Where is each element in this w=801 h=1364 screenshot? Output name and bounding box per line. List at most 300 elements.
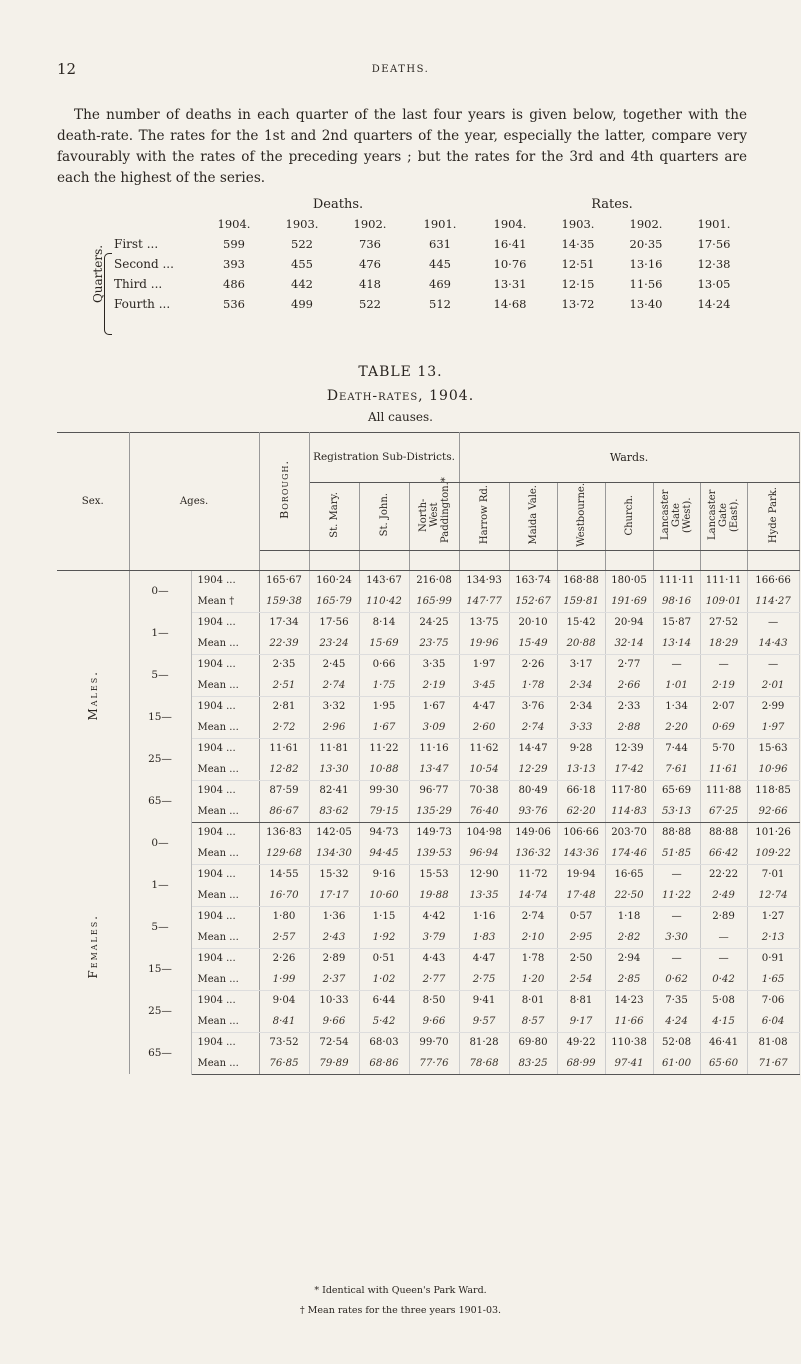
year-header: 1903. (561, 217, 595, 231)
quarters-brace (104, 253, 112, 335)
rate-cell: 3·32 (309, 696, 359, 717)
rate-cell: 82·41 (309, 780, 359, 801)
rate-cell: 2·82 (605, 927, 653, 948)
rate-cell: 2·57 (259, 927, 309, 948)
table-label: TABLE 13. (358, 364, 443, 380)
rate-cell: 94·73 (359, 822, 409, 843)
rate-cell: 2·89 (700, 906, 747, 927)
col-maida-vale: Maida Vale. (509, 483, 557, 551)
mean-label: Mean ... (191, 1011, 259, 1032)
quarter-rate-cell: 16·41 (493, 237, 527, 251)
rate-cell: 19·94 (557, 864, 605, 885)
rate-cell: — (700, 927, 747, 948)
quarter-rate-cell: 14·24 (697, 297, 731, 311)
rate-cell: 143·36 (557, 843, 605, 864)
col-westbourne: Westbourne. (557, 483, 605, 551)
quarter-rate-cell: 13·31 (493, 277, 527, 291)
table-row (57, 738, 799, 759)
rate-cell: 134·30 (309, 843, 359, 864)
rate-cell: 0·69 (700, 717, 747, 738)
sex-label: Females. (85, 914, 100, 980)
quarter-deaths-cell: 512 (429, 297, 451, 311)
rate-cell: — (747, 612, 799, 633)
running-title: DEATHS. (371, 64, 430, 75)
rate-cell: 7·35 (653, 990, 700, 1011)
rate-cell: 97·41 (605, 1053, 653, 1074)
ages-header: Ages. (129, 433, 259, 571)
quarter-row (88, 254, 748, 274)
year-header: 1901. (423, 217, 457, 231)
rate-cell: 2·96 (309, 717, 359, 738)
rate-cell: 15·63 (747, 738, 799, 759)
year-label: 1904 ... (191, 570, 259, 591)
rate-cell: 77·76 (409, 1053, 459, 1074)
rate-cell: 87·59 (259, 780, 309, 801)
quarters-table (88, 194, 748, 314)
rate-cell: 152·67 (509, 591, 557, 612)
rate-cell: 80·49 (509, 780, 557, 801)
rate-cell: 81·28 (459, 1032, 509, 1053)
rate-cell: 2·49 (700, 885, 747, 906)
rate-cell: 135·29 (409, 801, 459, 822)
rate-cell: 0·91 (747, 948, 799, 969)
rate-cell: 1·78 (509, 675, 557, 696)
rate-cell: 1·78 (509, 948, 557, 969)
rate-cell: 168·88 (557, 570, 605, 591)
quarter-rate-cell: 12·51 (561, 257, 595, 271)
rate-cell: 9·17 (557, 1011, 605, 1032)
rate-cell: 2·94 (605, 948, 653, 969)
rate-cell: 0·62 (653, 969, 700, 990)
rate-cell: 2·37 (309, 969, 359, 990)
rate-cell: 111·11 (700, 570, 747, 591)
rate-cell: 106·66 (557, 822, 605, 843)
age-band: 1— (129, 612, 191, 654)
rate-cell: 2·74 (309, 675, 359, 696)
rate-cell: 23·24 (309, 633, 359, 654)
rate-cell: 139·53 (409, 843, 459, 864)
rate-cell: 24·25 (409, 612, 459, 633)
rate-cell: 1·27 (747, 906, 799, 927)
year-label: 1904 ... (191, 612, 259, 633)
rate-cell: 159·38 (259, 591, 309, 612)
quarter-rate-cell: 13·40 (629, 297, 663, 311)
rate-cell: 49·22 (557, 1032, 605, 1053)
rate-cell: 1·65 (747, 969, 799, 990)
rate-cell: 2·81 (259, 696, 309, 717)
rate-cell: 117·80 (605, 780, 653, 801)
col-st-mary: St. Mary. (309, 483, 359, 551)
year-label: 1904 ... (191, 906, 259, 927)
col-harrow-rd: Harrow Rd. (459, 483, 509, 551)
rate-cell: 1·99 (259, 969, 309, 990)
rate-cell: 2·01 (747, 675, 799, 696)
quarter-deaths-cell: 445 (429, 257, 451, 271)
year-label: 1904 ... (191, 780, 259, 801)
mean-label: Mean ... (191, 759, 259, 780)
rate-cell: 10·54 (459, 759, 509, 780)
rate-cell: 86·67 (259, 801, 309, 822)
rate-cell: 2·33 (605, 696, 653, 717)
quarter-row (88, 294, 748, 314)
rate-cell: 73·52 (259, 1032, 309, 1053)
rate-cell: 10·60 (359, 885, 409, 906)
quarter-deaths-cell: 486 (223, 277, 245, 291)
rate-cell: 13·75 (459, 612, 509, 633)
rate-cell: 10·33 (309, 990, 359, 1011)
rate-cell: 22·50 (605, 885, 653, 906)
rate-cell: 8·50 (409, 990, 459, 1011)
rate-cell: — (747, 654, 799, 675)
rate-cell: 2·60 (459, 717, 509, 738)
year-label: 1904 ... (191, 1032, 259, 1053)
rate-cell: 46·41 (700, 1032, 747, 1053)
rate-cell: 1·83 (459, 927, 509, 948)
rate-cell: 12·90 (459, 864, 509, 885)
wards-header: Wards. (459, 433, 799, 483)
rate-cell: 160·24 (309, 570, 359, 591)
table-row (57, 780, 799, 801)
rate-cell: 2·89 (309, 948, 359, 969)
rate-cell: 1·75 (359, 675, 409, 696)
rate-cell: 101·26 (747, 822, 799, 843)
quarter-rate-cell: 13·72 (561, 297, 595, 311)
rate-cell: 12·39 (605, 738, 653, 759)
rate-cell: 2·35 (259, 654, 309, 675)
rate-cell: 203·70 (605, 822, 653, 843)
rate-cell: 16·70 (259, 885, 309, 906)
table-subtitle: All causes. (368, 410, 433, 424)
rate-cell: 2·74 (509, 906, 557, 927)
quarter-deaths-cell: 736 (359, 237, 381, 251)
rate-cell: 88·88 (653, 822, 700, 843)
rate-cell: 15·69 (359, 633, 409, 654)
rate-cell: 81·08 (747, 1032, 799, 1053)
quarter-deaths-cell: 536 (223, 297, 245, 311)
rate-cell: 2·66 (605, 675, 653, 696)
rate-cell: 13·13 (557, 759, 605, 780)
rate-cell: 1·92 (359, 927, 409, 948)
rate-cell: 5·08 (700, 990, 747, 1011)
rate-cell: 142·05 (309, 822, 359, 843)
rate-cell: 13·47 (409, 759, 459, 780)
rate-cell: 166·66 (747, 570, 799, 591)
rate-cell: 22·22 (700, 864, 747, 885)
rate-cell: 19·88 (409, 885, 459, 906)
rate-cell: 8·57 (509, 1011, 557, 1032)
rate-cell: 2·13 (747, 927, 799, 948)
rate-cell: 3·35 (409, 654, 459, 675)
quarter-deaths-cell: 442 (291, 277, 313, 291)
rate-cell: 180·05 (605, 570, 653, 591)
rate-cell: 66·18 (557, 780, 605, 801)
rate-cell: 17·17 (309, 885, 359, 906)
rate-cell: 12·29 (509, 759, 557, 780)
rate-cell: 147·77 (459, 591, 509, 612)
rate-cell: 2·43 (309, 927, 359, 948)
rate-cell: 2·85 (605, 969, 653, 990)
borough-header: Borough. (259, 433, 309, 551)
quarter-deaths-cell: 522 (291, 237, 313, 251)
col-church: Church. (605, 483, 653, 551)
mean-label: Mean ... (191, 885, 259, 906)
rate-cell: 13·35 (459, 885, 509, 906)
rate-cell: 149·73 (409, 822, 459, 843)
death-rates-table (57, 432, 800, 1075)
mean-label: Mean ... (191, 675, 259, 696)
col-lancaster-gate-west: Lancaster Gate (West). (653, 483, 700, 551)
age-band: 25— (129, 990, 191, 1032)
intro-paragraph: The number of deaths in each quarter of the last four years is given below, together with the death-rate. The rates for the 1st and 2nd quarters of the year, especially the latter, compare very favourably with the rates of the preceding years ; but the rates for the 3rd and 4th quarters are each the highest of the series. (57, 107, 747, 186)
rate-cell: 20·94 (605, 612, 653, 633)
quarter-deaths-cell: 476 (359, 257, 381, 271)
quarters-side-label-text: Quarters. (91, 244, 105, 304)
mean-label: Mean ... (191, 801, 259, 822)
rate-cell: 71·67 (747, 1053, 799, 1074)
rate-cell: 216·08 (409, 570, 459, 591)
rate-cell: 83·25 (509, 1053, 557, 1074)
table-row (57, 612, 799, 633)
quarter-deaths-cell: 631 (429, 237, 451, 251)
rate-cell: 15·53 (409, 864, 459, 885)
rate-cell: 14·55 (259, 864, 309, 885)
rate-cell: 69·80 (509, 1032, 557, 1053)
sex-label: Males. (85, 669, 100, 721)
rate-cell: 1·36 (309, 906, 359, 927)
year-label: 1904 ... (191, 990, 259, 1011)
rate-cell: — (653, 864, 700, 885)
rate-cell: 2·45 (309, 654, 359, 675)
rate-cell: 93·76 (509, 801, 557, 822)
rate-cell: 8·41 (259, 1011, 309, 1032)
rate-cell: 5·42 (359, 1011, 409, 1032)
rate-cell: 1·18 (605, 906, 653, 927)
rate-cell: 111·11 (653, 570, 700, 591)
rate-cell: 32·14 (605, 633, 653, 654)
rate-cell: 23·75 (409, 633, 459, 654)
rate-cell: 11·61 (700, 759, 747, 780)
rate-cell: 2·51 (259, 675, 309, 696)
rate-cell: 99·30 (359, 780, 409, 801)
rate-cell: 11·61 (259, 738, 309, 759)
rate-cell: 2·34 (557, 696, 605, 717)
rate-cell: 2·07 (700, 696, 747, 717)
quarter-deaths-cell: 418 (359, 277, 381, 291)
rate-cell: 8·01 (509, 990, 557, 1011)
quarter-rate-cell: 13·05 (697, 277, 731, 291)
rate-cell: 3·09 (409, 717, 459, 738)
rate-cell: 9·16 (359, 864, 409, 885)
rate-cell: 65·69 (653, 780, 700, 801)
table-row (57, 906, 799, 927)
age-band: 65— (129, 1032, 191, 1074)
year-header: 1904. (217, 217, 251, 231)
age-band: 25— (129, 738, 191, 780)
rate-cell: 10·96 (747, 759, 799, 780)
rate-cell: 11·16 (409, 738, 459, 759)
rate-cell: 12·82 (259, 759, 309, 780)
rate-cell: 118·85 (747, 780, 799, 801)
mean-label: Mean ... (191, 717, 259, 738)
quarter-name: Fourth ... (114, 297, 171, 311)
rate-cell: 61·00 (653, 1053, 700, 1074)
rate-cell: 8·81 (557, 990, 605, 1011)
year-label: 1904 ... (191, 696, 259, 717)
rate-cell: 66·42 (700, 843, 747, 864)
rate-cell: 2·99 (747, 696, 799, 717)
age-band: 65— (129, 780, 191, 822)
quarter-rate-cell: 14·68 (493, 297, 527, 311)
rate-cell: 174·46 (605, 843, 653, 864)
footnote-asterisk: * Identical with Queen's Park Ward. (314, 1285, 487, 1296)
rate-cell: 0·51 (359, 948, 409, 969)
rate-cell: 11·62 (459, 738, 509, 759)
quarter-name: First ... (114, 237, 159, 251)
rate-cell: 1·01 (653, 675, 700, 696)
rate-cell: 3·17 (557, 654, 605, 675)
rate-cell: 1·34 (653, 696, 700, 717)
deaths-group-header: Deaths. (312, 196, 364, 212)
rate-cell: 136·83 (259, 822, 309, 843)
rate-cell: 2·75 (459, 969, 509, 990)
rate-cell: 143·67 (359, 570, 409, 591)
quarter-rate-cell: 14·35 (561, 237, 595, 251)
rate-cell: 2·54 (557, 969, 605, 990)
sex-label-cell (57, 570, 129, 822)
rate-cell: 8·14 (359, 612, 409, 633)
rate-cell: 11·72 (509, 864, 557, 885)
table-title: Death-rates, 1904. (326, 388, 475, 404)
rate-cell: 20·88 (557, 633, 605, 654)
rate-cell: 3·30 (653, 927, 700, 948)
rate-cell: 110·42 (359, 591, 409, 612)
rate-cell: 2·50 (557, 948, 605, 969)
rate-cell: 88·88 (700, 822, 747, 843)
rate-cell: 2·72 (259, 717, 309, 738)
footnote-dagger: † Mean rates for the three years 1901-03. (299, 1305, 502, 1316)
rate-cell: 7·44 (653, 738, 700, 759)
rate-cell: 9·66 (309, 1011, 359, 1032)
rate-cell: 4·43 (409, 948, 459, 969)
rate-cell: 3·45 (459, 675, 509, 696)
age-band: 15— (129, 948, 191, 990)
rate-cell: 17·56 (309, 612, 359, 633)
rate-cell: 13·30 (309, 759, 359, 780)
rate-cell: 70·38 (459, 780, 509, 801)
rate-cell: 9·04 (259, 990, 309, 1011)
rate-cell: 2·74 (509, 717, 557, 738)
col-hyde-park: Hyde Park. (747, 483, 799, 551)
age-band: 5— (129, 654, 191, 696)
rate-cell: 2·34 (557, 675, 605, 696)
quarter-rate-cell: 12·38 (697, 257, 731, 271)
col-st-john: St. John. (359, 483, 409, 551)
year-label: 1904 ... (191, 822, 259, 843)
table-row (57, 864, 799, 885)
mean-label: Mean ... (191, 1053, 259, 1074)
page-number: 12 (57, 60, 77, 78)
age-band: 0— (129, 570, 191, 612)
rate-cell: 79·89 (309, 1053, 359, 1074)
rate-cell: 98·16 (653, 591, 700, 612)
rate-cell: 68·86 (359, 1053, 409, 1074)
rate-cell: 15·49 (509, 633, 557, 654)
rate-cell: 3·76 (509, 696, 557, 717)
rate-cell: 53·13 (653, 801, 700, 822)
mean-label: Mean ... (191, 969, 259, 990)
col-north-west-paddington: North-West Paddington.* (409, 483, 459, 551)
mean-label: Mean ... (191, 843, 259, 864)
table-row (57, 990, 799, 1011)
rate-cell: 83·62 (309, 801, 359, 822)
rate-cell: 18·29 (700, 633, 747, 654)
year-label: 1904 ... (191, 654, 259, 675)
rate-cell: 92·66 (747, 801, 799, 822)
rate-cell: 1·15 (359, 906, 409, 927)
quarter-rate-cell: 17·56 (697, 237, 731, 251)
rate-cell: 22·39 (259, 633, 309, 654)
quarter-name: Second ... (114, 257, 174, 271)
rate-cell: 6·04 (747, 1011, 799, 1032)
rate-cell: 79·15 (359, 801, 409, 822)
rate-cell: 11·66 (605, 1011, 653, 1032)
rate-cell: 2·77 (409, 969, 459, 990)
rate-cell: 0·66 (359, 654, 409, 675)
year-label: 1904 ... (191, 948, 259, 969)
quarter-deaths-cell: 469 (429, 277, 451, 291)
rate-cell: 11·22 (359, 738, 409, 759)
quarter-rate-cell: 10·76 (493, 257, 527, 271)
rate-cell: 3·79 (409, 927, 459, 948)
rate-cell: 9·57 (459, 1011, 509, 1032)
quarter-row (88, 234, 748, 254)
rate-cell: 16·65 (605, 864, 653, 885)
rate-cell: 17·42 (605, 759, 653, 780)
rate-cell: 51·85 (653, 843, 700, 864)
table-row (57, 822, 799, 843)
rate-cell: 7·01 (747, 864, 799, 885)
rate-cell: 68·03 (359, 1032, 409, 1053)
sex-label-cell (57, 822, 129, 1074)
rate-cell: 14·23 (605, 990, 653, 1011)
rate-cell: 6·44 (359, 990, 409, 1011)
quarter-rate-cell: 12·15 (561, 277, 595, 291)
age-band: 0— (129, 822, 191, 864)
rate-cell: 2·77 (605, 654, 653, 675)
rate-cell: 4·47 (459, 696, 509, 717)
rate-cell: 109·01 (700, 591, 747, 612)
rate-cell: 1·80 (259, 906, 309, 927)
rate-cell: 96·77 (409, 780, 459, 801)
mean-label: Mean ... (191, 633, 259, 654)
rate-cell: 76·40 (459, 801, 509, 822)
quarter-deaths-cell: 599 (223, 237, 245, 251)
rate-cell: 159·81 (557, 591, 605, 612)
rate-cell: 10·88 (359, 759, 409, 780)
rate-cell: — (653, 948, 700, 969)
year-header: 1902. (353, 217, 387, 231)
rate-cell: 1·67 (409, 696, 459, 717)
rate-cell: 191·69 (605, 591, 653, 612)
rate-cell: 2·26 (259, 948, 309, 969)
rate-cell: 9·66 (409, 1011, 459, 1032)
rate-cell: 129·68 (259, 843, 309, 864)
rate-cell: 1·97 (459, 654, 509, 675)
rate-cell: 1·16 (459, 906, 509, 927)
rate-cell: 12·74 (747, 885, 799, 906)
rate-cell: 62·20 (557, 801, 605, 822)
rate-cell: 1·97 (747, 717, 799, 738)
